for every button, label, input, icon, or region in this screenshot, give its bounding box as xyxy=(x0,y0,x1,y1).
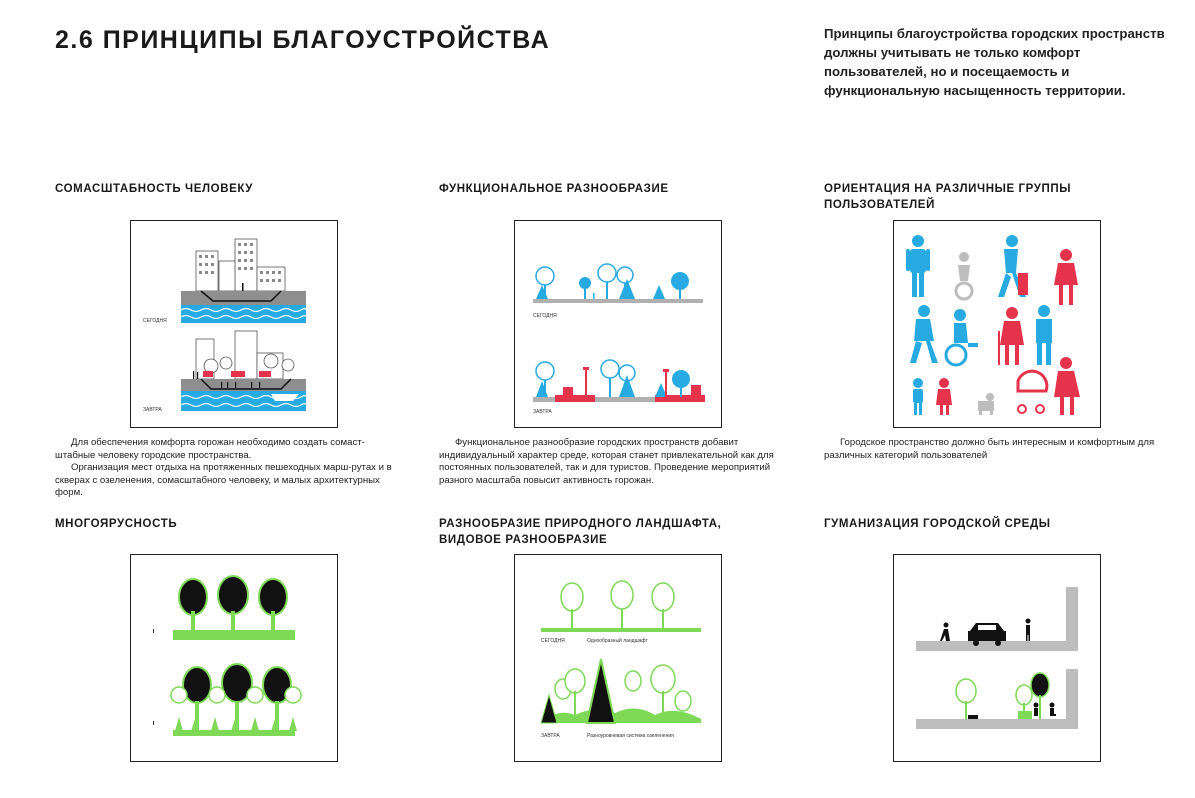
title-line: ПОЛЬЗОВАТЕЛЕЙ xyxy=(824,199,935,211)
pedestrian-icon xyxy=(1034,703,1039,717)
caption-user-groups xyxy=(824,437,1184,462)
illustration-user-groups xyxy=(893,220,1101,428)
dog-icon xyxy=(978,393,994,415)
mother-icon xyxy=(1054,357,1080,415)
cyclist-icon xyxy=(956,252,972,299)
label-tomorrow: ЗАВТРА xyxy=(143,407,162,413)
pedestrian-icon xyxy=(1026,619,1031,642)
today-scene xyxy=(143,239,306,324)
caption-paragraph: Для обеспечения комфорта горожан необходимо создать сомаст-штабные человеку городские пространства. xyxy=(55,437,365,461)
child-girl-icon xyxy=(936,378,952,415)
label-today: СЕГОДНЯ xyxy=(533,313,557,319)
intro-text: Принципы благоустройства городских пространств должны учитывать не только комфорт пользователей, но и посещаемость и функциональную насыщенность территории. xyxy=(824,26,1165,98)
sitting-person-icon xyxy=(1050,703,1057,717)
illustration-humanization xyxy=(893,554,1101,762)
illustration-functional-diversity xyxy=(514,220,722,428)
caregiver-icon xyxy=(910,305,938,363)
label-tomorrow: ЗАВТРА xyxy=(533,409,552,415)
person-man-icon xyxy=(906,235,930,297)
wheelchair-icon xyxy=(946,309,978,365)
section-title-functional-diversity: ФУНКЦИОНАЛЬНОЕ РАЗНООБРАЗИЕ xyxy=(439,183,669,195)
child-boy-icon xyxy=(913,378,923,415)
title-line: РАЗНООБРАЗИЕ ПРИРОДНОГО ЛАНДШАФТА, xyxy=(439,518,722,530)
caption-paragraph: Организация мест отдыха на протяженных пешеходных марш-рутах и в скверах с озеленения, сомасштабного человеку, и малых архитектурных форм. xyxy=(55,462,392,498)
tree-row-top xyxy=(153,576,295,640)
caption-functional-diversity xyxy=(439,437,789,487)
stroller-icon xyxy=(1018,371,1047,413)
title-line: ОРИЕНТАЦИЯ НА РАЗЛИЧНЫЕ ГРУППЫ xyxy=(824,183,1072,195)
title-line: ВИДОВОЕ РАЗНООБРАЗИЕ xyxy=(439,534,608,546)
label-today: СЕГОДНЯ xyxy=(541,638,565,644)
section-title-landscape xyxy=(439,516,721,548)
tree-row-bottom xyxy=(153,664,301,736)
page-title: 2.6 ПРИНЦИПЫ БЛАГОУСТРОЙСТВА xyxy=(55,26,551,54)
caption-paragraph: Городское пространство должно быть интересным и комфортным для различных категорий пользователей xyxy=(824,437,1155,461)
elderly-woman-icon xyxy=(998,307,1024,365)
label-today: СЕГОДНЯ xyxy=(143,318,167,324)
section-title-user-groups xyxy=(824,181,1071,213)
illustration-human-scale xyxy=(130,220,338,428)
person-woman-icon xyxy=(1054,249,1078,305)
label-tomorrow-note: Разноуровневая система озеленения xyxy=(587,733,674,739)
caption-human-scale xyxy=(55,437,395,500)
section-title-multi-tier: МНОГОЯРУСНОСТЬ xyxy=(55,518,178,530)
label-tomorrow: ЗАВТРА xyxy=(541,733,560,739)
section-title-human-scale: СОМАСШТАБНОСТЬ ЧЕЛОВЕКУ xyxy=(55,183,254,195)
tomorrow-scene xyxy=(143,331,306,413)
label-today-note: Однообразный ландшафт xyxy=(587,638,648,644)
illustration-landscape xyxy=(514,554,722,762)
pedestrian-icon xyxy=(940,623,950,642)
elderly-man-icon xyxy=(1036,305,1052,365)
caption-paragraph: Функциональное разнообразие городских пространств добавит индивидуальный характер среде, которая станет привлекательной как для постоянных пользователей, так и для туристов. Проведение мероприятий разного масштаба повысит активность горожан. xyxy=(439,437,774,486)
illustration-multi-tier xyxy=(130,554,338,762)
section-title-humanization: ГУМАНИЗАЦИЯ ГОРОДСКОЙ СРЕДЫ xyxy=(824,518,1051,530)
